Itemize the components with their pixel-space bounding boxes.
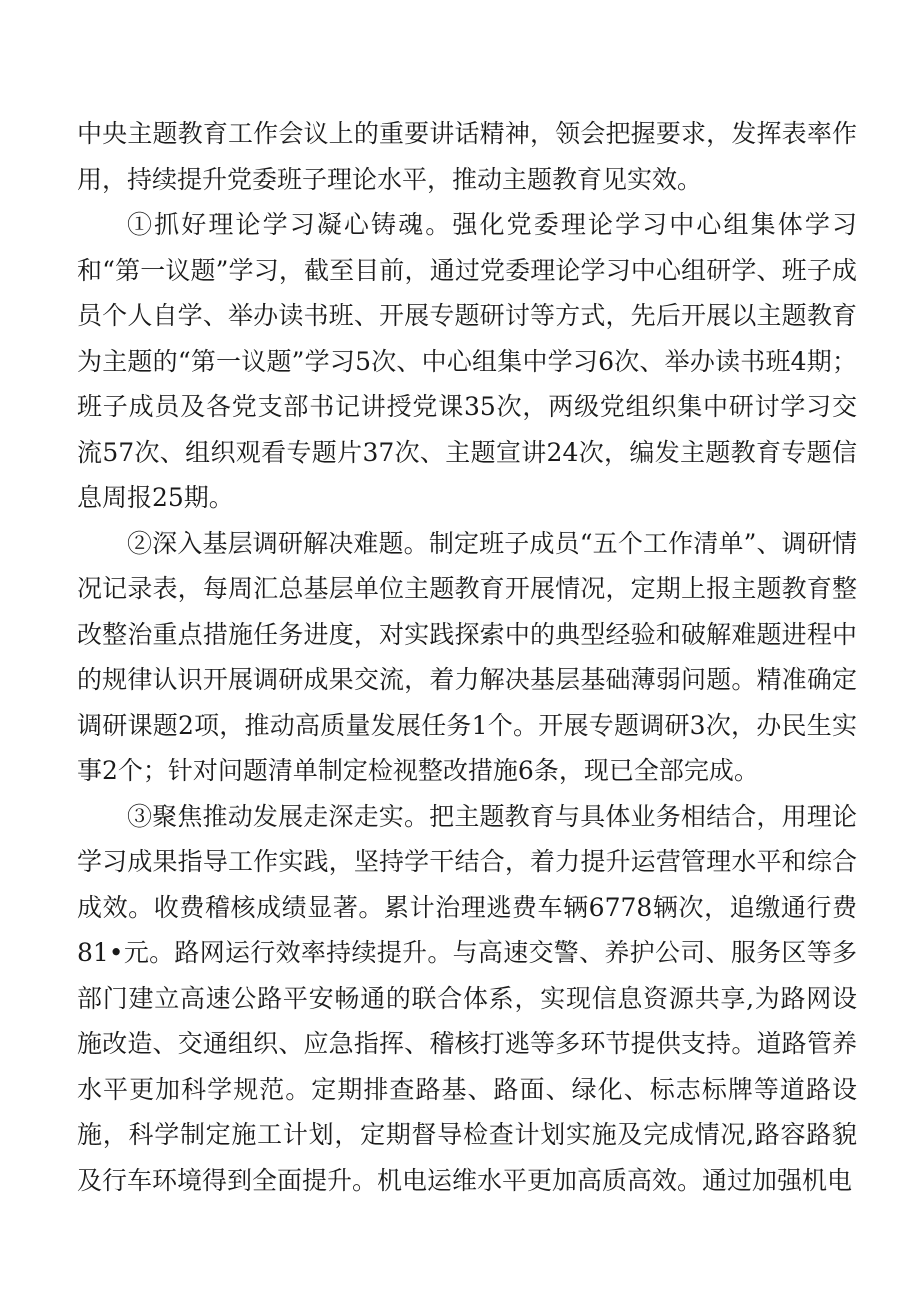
paragraph-theory-study: ①抓好理论学习凝心铸魂。强化党委理论学习中心组集体学习和“第一议题”学习，截至目前，通过党委理论学习中心组研学、班子成员个人自学、举办读书班、开展专题研讨等方式，先后开展以主题教育为主题的“第一议题”学习5次、中心组集中学习6次、举办读书班4期；班子成员及各党支部书记讲授党课35次，两级党组织集中研讨学习交流57次、组织观看专题片37次、主题宣讲24次，编发主题教育专题信息周报25期。 bbox=[77, 210, 857, 512]
document-body bbox=[77, 111, 857, 1203]
paragraph-grassroots-research: ②深入基层调研解决难题。制定班子成员“五个工作清单”、调研情况记录表，每周汇总基层单位主题教育开展情况，定期上报主题教育整改整治重点措施任务进度，对实践探索中的典型经验和破解难题进程中的规律认识开展调研成果交流，着力解决基层基础薄弱问题。精准确定调研课题2项，推动高质量发展任务1个。开展专题调研3次，办民生实事2个；针对问题清单制定检视整改措施6条，现已全部完成。 bbox=[77, 528, 857, 785]
paragraph-development-promotion: ③聚焦推动发展走深走实。把主题教育与具体业务相结合，用理论学习成果指导工作实践，坚持学干结合，着力提升运营管理水平和综合成效。收费稽核成绩显著。累计治理逃费车辆6778辆次，追缴通行费81•元。路网运行效率持续提升。与高速交警、养护公司、服务区等多部门建立高速公路平安畅通的联合体系，实现信息资源共享,为路网设施改造、交通组织、应急指挥、稽核打逃等多环节提供支持。道路管养水平更加科学规范。定期排查路基、路面、绿化、标志标牌等道路设施，科学制定施工计划，定期督导检查计划实施及完成情况,路容路貌及行车环境得到全面提升。机电运维水平更加高质高效。通过加强机电 bbox=[77, 801, 857, 1195]
paragraph-intro-continuation: 中央主题教育工作会议上的重要讲话精神，领会把握要求，发挥表率作用，持续提升党委班子理论水平，推动主题教育见实效。 bbox=[77, 119, 857, 194]
